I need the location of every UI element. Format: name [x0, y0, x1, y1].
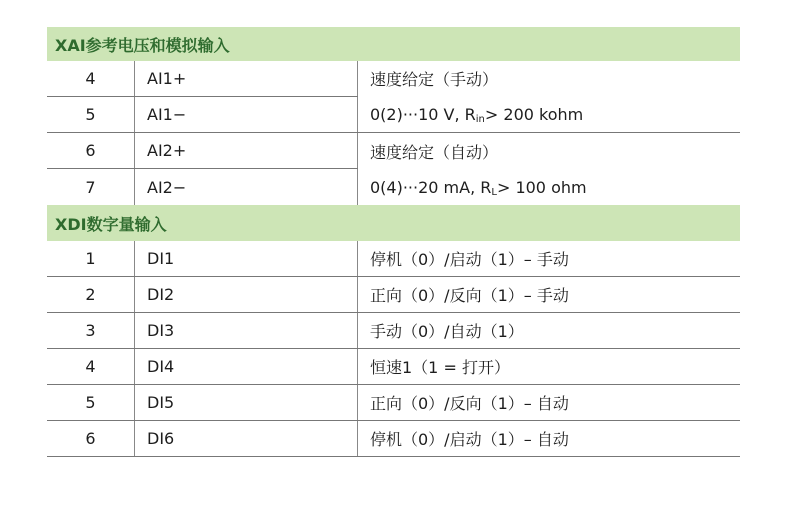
terminal-number: 4: [47, 349, 135, 384]
table-row: [47, 349, 740, 385]
terminal-number: 3: [47, 313, 135, 348]
table-row: [47, 241, 740, 277]
signal-name: DI1: [135, 241, 358, 276]
description: 停机（0）/启动（1）– 手动: [370, 250, 569, 269]
terminal-number: 6: [47, 133, 135, 168]
signal-name: AI2+: [135, 133, 358, 168]
section-title-digital: XDI数字量输入: [55, 214, 167, 234]
description: 手动（0）/自动（1）: [370, 322, 524, 341]
signal-name: DI4: [135, 349, 358, 384]
table-row: [47, 421, 740, 457]
terminal-table: [47, 27, 740, 457]
terminal-number: 4: [47, 61, 135, 96]
table-row: [47, 385, 740, 421]
description: 速度给定（自动）: [370, 142, 499, 162]
signal-name: DI6: [135, 421, 358, 456]
section-header-analog: [47, 27, 740, 61]
section-header-digital: [47, 205, 740, 241]
terminal-number: 7: [47, 169, 135, 205]
description: 正向（0）/反向（1）– 手动: [370, 286, 569, 305]
terminal-number: 5: [47, 385, 135, 420]
signal-name: AI1−: [135, 97, 358, 132]
description: 速度给定（手动）: [370, 70, 499, 90]
signal-name: DI2: [135, 277, 358, 312]
terminal-number: 1: [47, 241, 135, 276]
terminal-number: 5: [47, 97, 135, 132]
table-row: [47, 277, 740, 313]
section-title-analog: XAI参考电压和模拟输入: [55, 35, 230, 55]
description-spec: 0(2)···10 V, R in > 200 kohm: [370, 104, 584, 125]
terminal-number: 6: [47, 421, 135, 456]
signal-name: AI2−: [135, 169, 358, 205]
table-row: [47, 133, 358, 169]
analog-group-2: [47, 133, 740, 205]
signal-name: DI3: [135, 313, 358, 348]
description-spec: 0(4)···20 mA, R L > 100 ohm: [370, 177, 587, 198]
description: 停机（0）/启动（1）– 自动: [370, 430, 569, 449]
analog-group-1: [47, 61, 740, 133]
table-row: [47, 97, 358, 133]
table-row: [47, 61, 358, 97]
description: 正向（0）/反向（1）– 自动: [370, 394, 569, 413]
signal-name: AI1+: [135, 61, 358, 96]
terminal-number: 2: [47, 277, 135, 312]
table-row: [47, 313, 740, 349]
signal-name: DI5: [135, 385, 358, 420]
table-row: [47, 169, 358, 205]
description: 恒速1（1 = 打开）: [370, 358, 510, 377]
